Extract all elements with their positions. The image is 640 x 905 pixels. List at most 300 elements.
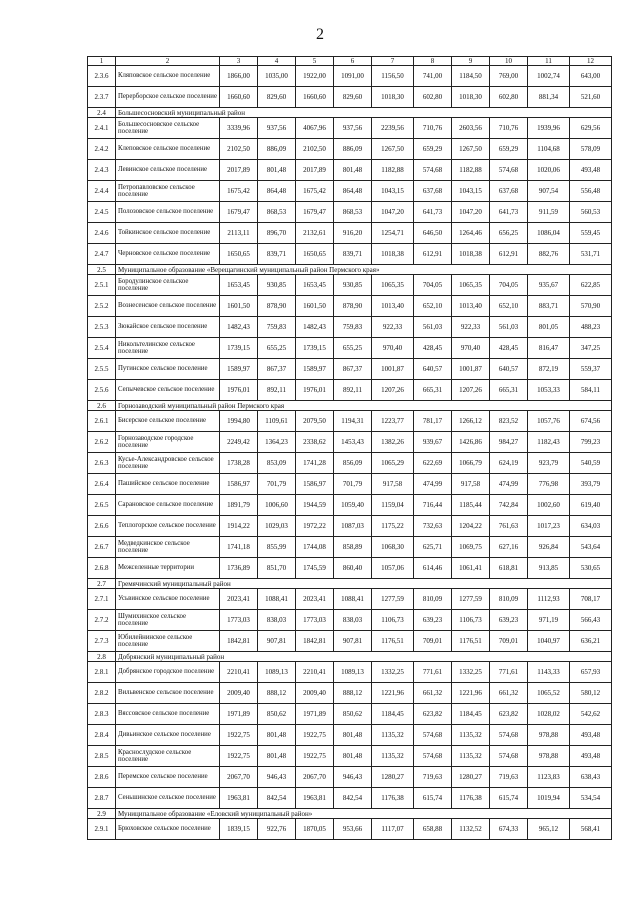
- value-cell: 978,88: [528, 746, 570, 767]
- value-cell: 656,25: [490, 223, 528, 244]
- value-cell: 1653,45: [220, 275, 258, 296]
- column-number: 7: [372, 57, 414, 66]
- page-number: 2: [316, 26, 324, 43]
- value-cell: 652,10: [490, 296, 528, 317]
- value-cell: 1059,40: [334, 495, 372, 516]
- value-cell: 1184,45: [452, 704, 490, 725]
- table-row: [88, 516, 612, 537]
- column-number: 1: [88, 57, 116, 66]
- value-cell: 2249,42: [220, 432, 258, 453]
- value-cell: 625,71: [414, 537, 452, 558]
- value-cell: 842,54: [258, 788, 296, 809]
- value-cell: 1971,89: [220, 704, 258, 725]
- value-cell: 1117,07: [372, 819, 414, 840]
- value-cell: 584,11: [570, 380, 612, 401]
- settlement-code: 2.5.3: [88, 317, 116, 338]
- column-number: 8: [414, 57, 452, 66]
- value-cell: 930,85: [258, 275, 296, 296]
- value-cell: 1135,32: [452, 725, 490, 746]
- value-cell: 886,09: [334, 139, 372, 160]
- value-cell: 882,76: [528, 244, 570, 265]
- value-cell: 1745,59: [296, 558, 334, 579]
- value-cell: 917,58: [452, 474, 490, 495]
- value-cell: 493,48: [570, 725, 612, 746]
- settlement-name: Пашийское сельское поселение: [116, 474, 220, 495]
- settlement-name: Никольтелинское сельское поселение: [116, 338, 220, 359]
- value-cell: 1001,87: [372, 359, 414, 380]
- settlement-code: 2.6.5: [88, 495, 116, 516]
- table-row: [88, 453, 612, 474]
- column-number: 5: [296, 57, 334, 66]
- settlement-name: Перемское сельское поселение: [116, 767, 220, 788]
- value-cell: 842,54: [334, 788, 372, 809]
- value-cell: 1922,75: [296, 746, 334, 767]
- value-cell: 530,65: [570, 558, 612, 579]
- value-cell: 719,63: [490, 767, 528, 788]
- settlement-name: Бисерское сельское поселение: [116, 411, 220, 432]
- value-cell: 1586,97: [220, 474, 258, 495]
- value-cell: 810,09: [414, 589, 452, 610]
- value-cell: 801,48: [258, 160, 296, 181]
- value-cell: 1207,26: [452, 380, 490, 401]
- value-cell: 878,90: [258, 296, 296, 317]
- table-row: [88, 181, 612, 202]
- value-cell: 1739,15: [220, 338, 258, 359]
- value-cell: 732,63: [414, 516, 452, 537]
- table-row: [88, 380, 612, 401]
- table-row: [88, 662, 612, 683]
- value-cell: 1839,15: [220, 819, 258, 840]
- value-cell: 1156,50: [372, 66, 414, 87]
- value-cell: 1089,13: [334, 662, 372, 683]
- value-cell: 1087,03: [334, 516, 372, 537]
- table-row: [88, 432, 612, 453]
- value-cell: 970,40: [372, 338, 414, 359]
- value-cell: 1176,38: [452, 788, 490, 809]
- value-cell: 1043,15: [372, 181, 414, 202]
- value-cell: 665,31: [414, 380, 452, 401]
- table-row: [88, 610, 612, 631]
- value-cell: 896,70: [258, 223, 296, 244]
- settlement-name: Полозовское сельское поселение: [116, 202, 220, 223]
- value-cell: 2009,40: [220, 683, 258, 704]
- column-number: 11: [528, 57, 570, 66]
- value-cell: 922,33: [452, 317, 490, 338]
- district-code: 2.9: [88, 809, 116, 819]
- value-cell: 888,12: [258, 683, 296, 704]
- value-cell: 1650,65: [296, 244, 334, 265]
- table-row: [88, 275, 612, 296]
- value-cell: 946,43: [334, 767, 372, 788]
- value-cell: 534,54: [570, 788, 612, 809]
- settlement-code: 2.8.1: [88, 662, 116, 683]
- value-cell: 829,60: [258, 87, 296, 108]
- value-cell: 1123,83: [528, 767, 570, 788]
- value-cell: 2102,50: [220, 139, 258, 160]
- settlement-name: Сеньшинское сельское поселение: [116, 788, 220, 809]
- value-cell: 623,82: [414, 704, 452, 725]
- value-cell: 531,71: [570, 244, 612, 265]
- district-header-row: [88, 579, 612, 589]
- value-cell: 801,48: [258, 725, 296, 746]
- value-cell: 886,09: [258, 139, 296, 160]
- value-cell: 580,12: [570, 683, 612, 704]
- value-cell: 2113,11: [220, 223, 258, 244]
- value-cell: 801,48: [334, 746, 372, 767]
- value-cell: 618,81: [490, 558, 528, 579]
- value-cell: 1939,96: [528, 118, 570, 139]
- value-cell: 2009,40: [296, 683, 334, 704]
- value-cell: 1065,35: [372, 275, 414, 296]
- value-cell: 2239,56: [372, 118, 414, 139]
- value-cell: 1280,27: [372, 767, 414, 788]
- value-cell: 1223,77: [372, 411, 414, 432]
- value-cell: 1994,80: [220, 411, 258, 432]
- value-cell: 622,85: [570, 275, 612, 296]
- value-cell: 878,90: [334, 296, 372, 317]
- value-cell: 624,19: [490, 453, 528, 474]
- value-cell: 1963,81: [220, 788, 258, 809]
- value-cell: 907,81: [334, 631, 372, 652]
- value-cell: 1069,75: [452, 537, 490, 558]
- value-cell: 393,79: [570, 474, 612, 495]
- value-cell: 1132,52: [452, 819, 490, 840]
- value-cell: 655,25: [258, 338, 296, 359]
- table-row: [88, 87, 612, 108]
- value-cell: 561,03: [490, 317, 528, 338]
- value-cell: 640,57: [490, 359, 528, 380]
- value-cell: 1589,97: [220, 359, 258, 380]
- value-cell: 1106,73: [452, 610, 490, 631]
- settlement-name: Перерборское сельское поселение: [116, 87, 220, 108]
- settlement-code: 2.8.7: [88, 788, 116, 809]
- value-cell: 1109,61: [258, 411, 296, 432]
- value-cell: 1739,15: [296, 338, 334, 359]
- value-cell: 892,11: [258, 380, 296, 401]
- value-cell: 641,73: [414, 202, 452, 223]
- value-cell: 883,71: [528, 296, 570, 317]
- value-cell: 761,63: [490, 516, 528, 537]
- value-cell: 570,90: [570, 296, 612, 317]
- district-code: 2.6: [88, 401, 116, 411]
- value-cell: 1267,50: [452, 139, 490, 160]
- value-cell: 1057,76: [528, 411, 570, 432]
- value-cell: 1744,08: [296, 537, 334, 558]
- value-cell: 864,48: [334, 181, 372, 202]
- value-cell: 1976,01: [296, 380, 334, 401]
- settlement-code: 2.8.5: [88, 746, 116, 767]
- settlement-name: Медведкинское сельское поселение: [116, 537, 220, 558]
- table-row: [88, 704, 612, 725]
- value-cell: 1679,47: [296, 202, 334, 223]
- table-row: [88, 589, 612, 610]
- settlement-code: 2.5.6: [88, 380, 116, 401]
- settlement-name: Кляповское сельское поселение: [116, 66, 220, 87]
- value-cell: 1135,32: [452, 746, 490, 767]
- settlement-name: Большесосновское сельское поселение: [116, 118, 220, 139]
- value-cell: 665,31: [490, 380, 528, 401]
- value-cell: 488,23: [570, 317, 612, 338]
- value-cell: 1065,29: [372, 453, 414, 474]
- value-cell: 1028,02: [528, 704, 570, 725]
- value-cell: 2603,56: [452, 118, 490, 139]
- settlement-code: 2.4.6: [88, 223, 116, 244]
- settlement-code: 2.6.4: [88, 474, 116, 495]
- settlement-name: Брюховское сельское поселение: [116, 819, 220, 840]
- value-cell: 1159,04: [372, 495, 414, 516]
- settlement-name: Горнозаводское городское поселение: [116, 432, 220, 453]
- settlement-name: Петропавловское сельское поселение: [116, 181, 220, 202]
- table-row: [88, 631, 612, 652]
- column-number: 4: [258, 57, 296, 66]
- district-header-row: [88, 265, 612, 275]
- value-cell: 1675,42: [296, 181, 334, 202]
- value-cell: 1194,31: [334, 411, 372, 432]
- value-cell: 1891,79: [220, 495, 258, 516]
- value-cell: 1601,50: [296, 296, 334, 317]
- value-cell: 521,60: [570, 87, 612, 108]
- settlement-code: 2.8.6: [88, 767, 116, 788]
- value-cell: 1453,43: [334, 432, 372, 453]
- table-row: [88, 725, 612, 746]
- table-row: [88, 411, 612, 432]
- value-cell: 867,37: [258, 359, 296, 380]
- value-cell: 719,63: [414, 767, 452, 788]
- settlement-name: Усьвинское сельское поселение: [116, 589, 220, 610]
- value-cell: 701,79: [334, 474, 372, 495]
- value-cell: 867,37: [334, 359, 372, 380]
- value-cell: 838,03: [258, 610, 296, 631]
- settlement-code: 2.4.7: [88, 244, 116, 265]
- value-cell: 559,45: [570, 223, 612, 244]
- value-cell: 636,21: [570, 631, 612, 652]
- value-cell: 937,56: [258, 118, 296, 139]
- value-cell: 612,91: [490, 244, 528, 265]
- settlement-code: 2.4.4: [88, 181, 116, 202]
- value-cell: 1382,26: [372, 432, 414, 453]
- value-cell: 922,33: [372, 317, 414, 338]
- value-cell: 1013,40: [372, 296, 414, 317]
- value-cell: 710,76: [490, 118, 528, 139]
- settlement-name: Путинское сельское поселение: [116, 359, 220, 380]
- table-row: [88, 746, 612, 767]
- settlement-name: Юбилейнинское сельское поселение: [116, 631, 220, 652]
- value-cell: 1364,23: [258, 432, 296, 453]
- value-cell: 639,23: [490, 610, 528, 631]
- value-cell: 1068,30: [372, 537, 414, 558]
- value-cell: 1065,52: [528, 683, 570, 704]
- settlement-code: 2.7.1: [88, 589, 116, 610]
- value-cell: 2017,89: [296, 160, 334, 181]
- value-cell: 781,17: [414, 411, 452, 432]
- value-cell: 911,59: [528, 202, 570, 223]
- value-cell: 661,32: [490, 683, 528, 704]
- value-cell: 1184,50: [452, 66, 490, 87]
- value-cell: 965,12: [528, 819, 570, 840]
- column-number-row: [88, 57, 612, 66]
- value-cell: 769,00: [490, 66, 528, 87]
- value-cell: 868,53: [334, 202, 372, 223]
- value-cell: 615,74: [490, 788, 528, 809]
- value-cell: 1277,59: [452, 589, 490, 610]
- value-cell: 1944,59: [296, 495, 334, 516]
- value-cell: 659,29: [490, 139, 528, 160]
- value-cell: 641,73: [490, 202, 528, 223]
- value-cell: 661,32: [414, 683, 452, 704]
- value-cell: 776,98: [528, 474, 570, 495]
- value-cell: 1176,51: [452, 631, 490, 652]
- value-cell: 1112,93: [528, 589, 570, 610]
- value-cell: 704,05: [490, 275, 528, 296]
- value-cell: 578,09: [570, 139, 612, 160]
- district-header-row: [88, 809, 612, 819]
- settlement-code: 2.4.3: [88, 160, 116, 181]
- value-cell: 1280,27: [452, 767, 490, 788]
- settlement-name: Клеповское сельское поселение: [116, 139, 220, 160]
- settlement-name: Шумихинское сельское поселение: [116, 610, 220, 631]
- district-title: Добрянский муниципальный район: [116, 652, 612, 662]
- value-cell: 615,74: [414, 788, 452, 809]
- value-cell: 540,59: [570, 453, 612, 474]
- settlement-code: 2.6.2: [88, 432, 116, 453]
- value-cell: 913,85: [528, 558, 570, 579]
- value-cell: 1773,03: [220, 610, 258, 631]
- settlement-name: Краснослудское сельское поселение: [116, 746, 220, 767]
- value-cell: 907,81: [258, 631, 296, 652]
- value-cell: 742,84: [490, 495, 528, 516]
- value-cell: 839,71: [334, 244, 372, 265]
- settlement-name: Бородулинское сельское поселение: [116, 275, 220, 296]
- value-cell: 926,84: [528, 537, 570, 558]
- value-cell: 799,23: [570, 432, 612, 453]
- value-cell: 602,80: [490, 87, 528, 108]
- settlement-name: Черновское сельское поселение: [116, 244, 220, 265]
- settlement-code: 2.6.8: [88, 558, 116, 579]
- settlement-name: Вяссовское сельское поселение: [116, 704, 220, 725]
- district-code: 2.8: [88, 652, 116, 662]
- value-cell: 2067,70: [296, 767, 334, 788]
- value-cell: 646,50: [414, 223, 452, 244]
- value-cell: 839,71: [258, 244, 296, 265]
- value-cell: 574,68: [414, 746, 452, 767]
- value-cell: 614,46: [414, 558, 452, 579]
- value-cell: 1185,44: [452, 495, 490, 516]
- value-cell: 1175,22: [372, 516, 414, 537]
- value-cell: 1922,75: [296, 725, 334, 746]
- value-cell: 801,48: [334, 725, 372, 746]
- value-cell: 1842,81: [296, 631, 334, 652]
- value-cell: 1972,22: [296, 516, 334, 537]
- value-cell: 741,00: [414, 66, 452, 87]
- value-cell: 1184,45: [372, 704, 414, 725]
- table-row: [88, 338, 612, 359]
- value-cell: 1922,75: [220, 725, 258, 746]
- value-cell: 574,68: [490, 160, 528, 181]
- value-cell: 881,34: [528, 87, 570, 108]
- value-cell: 2023,41: [220, 589, 258, 610]
- column-number: 3: [220, 57, 258, 66]
- value-cell: 917,58: [372, 474, 414, 495]
- settlement-code: 2.5.1: [88, 275, 116, 296]
- value-cell: 858,89: [334, 537, 372, 558]
- settlement-code: 2.7.2: [88, 610, 116, 631]
- value-cell: 1254,71: [372, 223, 414, 244]
- value-cell: 930,85: [334, 275, 372, 296]
- value-cell: 872,19: [528, 359, 570, 380]
- value-cell: 829,60: [334, 87, 372, 108]
- value-cell: 1017,23: [528, 516, 570, 537]
- table-row: [88, 474, 612, 495]
- value-cell: 1013,40: [452, 296, 490, 317]
- value-cell: 634,03: [570, 516, 612, 537]
- value-cell: 1741,18: [220, 537, 258, 558]
- value-cell: 659,29: [414, 139, 452, 160]
- value-cell: 1266,12: [452, 411, 490, 432]
- value-cell: 1482,43: [220, 317, 258, 338]
- settlement-code: 2.5.5: [88, 359, 116, 380]
- value-cell: 864,48: [258, 181, 296, 202]
- value-cell: 939,67: [414, 432, 452, 453]
- value-cell: 1135,32: [372, 746, 414, 767]
- value-cell: 838,03: [334, 610, 372, 631]
- value-cell: 1029,03: [258, 516, 296, 537]
- value-cell: 1040,97: [528, 631, 570, 652]
- tariff-table: [87, 56, 612, 840]
- value-cell: 574,68: [414, 725, 452, 746]
- value-cell: 1018,38: [372, 244, 414, 265]
- value-cell: 953,66: [334, 819, 372, 840]
- value-cell: 1866,00: [220, 66, 258, 87]
- value-cell: 629,56: [570, 118, 612, 139]
- table-row: [88, 139, 612, 160]
- value-cell: 1963,81: [296, 788, 334, 809]
- value-cell: 2132,61: [296, 223, 334, 244]
- value-cell: 1660,60: [220, 87, 258, 108]
- settlement-code: 2.6.3: [88, 453, 116, 474]
- value-cell: 946,43: [258, 767, 296, 788]
- value-cell: 1106,73: [372, 610, 414, 631]
- district-header-row: [88, 108, 612, 118]
- value-cell: 907,54: [528, 181, 570, 202]
- value-cell: 1176,38: [372, 788, 414, 809]
- table-row: [88, 223, 612, 244]
- value-cell: 1976,01: [220, 380, 258, 401]
- district-title: Муниципальное образование «Верещагинский муниципальный район Пермского края»: [116, 265, 612, 275]
- value-cell: 1207,26: [372, 380, 414, 401]
- value-cell: 868,53: [258, 202, 296, 223]
- district-title: Большесосновский муниципальный район: [116, 108, 612, 118]
- value-cell: 709,01: [490, 631, 528, 652]
- value-cell: 1204,22: [452, 516, 490, 537]
- value-cell: 1660,60: [296, 87, 334, 108]
- table-row: [88, 160, 612, 181]
- value-cell: 619,40: [570, 495, 612, 516]
- value-cell: 1426,86: [452, 432, 490, 453]
- value-cell: 674,33: [490, 819, 528, 840]
- settlement-code: 2.5.2: [88, 296, 116, 317]
- value-cell: 560,53: [570, 202, 612, 223]
- value-cell: 2017,89: [220, 160, 258, 181]
- column-number: 12: [570, 57, 612, 66]
- value-cell: 655,25: [334, 338, 372, 359]
- value-cell: 1086,04: [528, 223, 570, 244]
- value-cell: 639,23: [414, 610, 452, 631]
- table-row: [88, 317, 612, 338]
- value-cell: 1741,28: [296, 453, 334, 474]
- value-cell: 566,43: [570, 610, 612, 631]
- settlement-code: 2.3.6: [88, 66, 116, 87]
- value-cell: 1650,65: [220, 244, 258, 265]
